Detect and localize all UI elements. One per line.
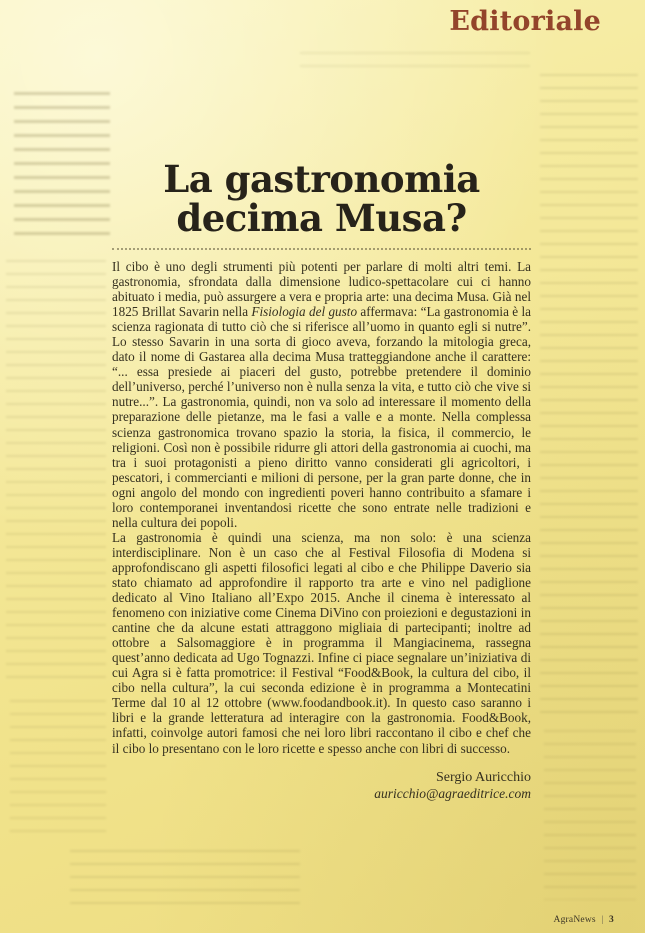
showthrough-ghost-left-lower [10,700,106,840]
showthrough-ghost-right [540,74,638,714]
article-title-line1: La gastronomia [163,157,480,201]
page-footer [554,915,614,925]
showthrough-ghost-left-middle [6,260,106,680]
article-body [112,259,531,756]
showthrough-ghost-bottom-left [70,850,300,908]
article-byline [112,770,531,802]
byline-author: Sergio Auricchio [435,769,531,785]
footer-magazine-name: AgraNews [553,915,596,925]
article-title [112,157,531,240]
article-paragraph: La gastronomia è quindi una scienza, ma non solo: è una scienza interdisciplinare. Non è un caso che al Festival Filosofia di Modena si approfondiscano gli aspetti filosofici legati al cibo e che Philippe Daverio sia stato chiamato ad approfondire il rapporto tra arte e vino nel padiglione dedicato al Vino Italiano all’Expo 2015. Anche il cinema è interessato al fenomeno con iniziative come Cinema DiVino con proiezioni e degustazioni in cantine che da alcune estati attraggono migliaia di partecipanti; inoltre ad ottobre a Salsomaggiore è in programma il Mangiacinema, rassegna quest’anno dedicata ad Ugo Tognazzi. Infine ci piace segnalare un’iniziativa di cui Agra si è fatta promotrice: il Festival “Food&Book, la cultura del cibo, il cibo nella cultura”, la cui seconda edizione è in programma a Montecatini Terme dal 10 al 12 ottobre (www.foodandbook.it). In questo caso saranno i libri e la grande letteratura ad interagire con la gastronomia. Food&Book, infatti, coinvolge autori famosi che nei loro libri raccontano il cibo e chef che il cibo lo presentano con le loro ricette e spesso anche con libri di successo. [112,529,531,756]
byline-email: auricchio@agraeditrice.com [374,785,531,801]
article-column [112,157,532,802]
showthrough-ghost-right-lower [544,730,636,900]
section-label-editoriale: Editoriale [449,6,601,37]
footer-separator: | [601,915,604,925]
article-paragraph: Il cibo è uno degli strumenti più potenti per parlare di molti altri temi. La gastronomia, sfrondata dalla dimensione ludico-spettacolare cui ci hanno abituato i media, può assurgere a vera e propria arte: una decima Musa. Già nel 1825 Brillat Savarin nella Fisiologia del gusto affermava: “La gastronomia è la scienza ragionata di tutto ciò che si riferisce all’uomo in quanto egli si nutre”. Lo stesso Savarin in una sorta di gioco aveva, forzando la mitologia greca, dato il nome di Gastarea alla decima Musa tratteggiandone anche il carattere: “... essa presiede ai piaceri del gusto, potrebbe pretendere il dominio dell’universo, perché l’universo non è nulla senza la vita, e tutto ciò che vive si nutre...”. La gastronomia, quindi, non va solo ad interessare il momento della preparazione delle pietanze, ma le fasi a valle e a monte. Nella complessa scienza gastronomica trovano spazio la storia, la fisica, il commercio, le religioni. Così non è possibile ridurre gli attori della gastronomia ai cuochi, ma tra i suoi protagonisti a pieno diritto vanno considerati gli agricoltori, i pescatori, i commercianti e milioni di persone, per la gran parte donne, che in ogni angolo del mondo con ingredienti poveri hanno contribuito a sfamare i loro contemporanei inventandosi ricette che sono entrate nelle tradizioni e nella cultura dei popoli. [112,259,532,530]
footer-page-number: 3 [609,915,614,925]
showthrough-ghost-top [300,52,530,78]
showthrough-ghost-left-top [14,92,110,242]
dotted-divider [112,248,531,250]
article-title-line2: decima Musa? [176,196,467,240]
